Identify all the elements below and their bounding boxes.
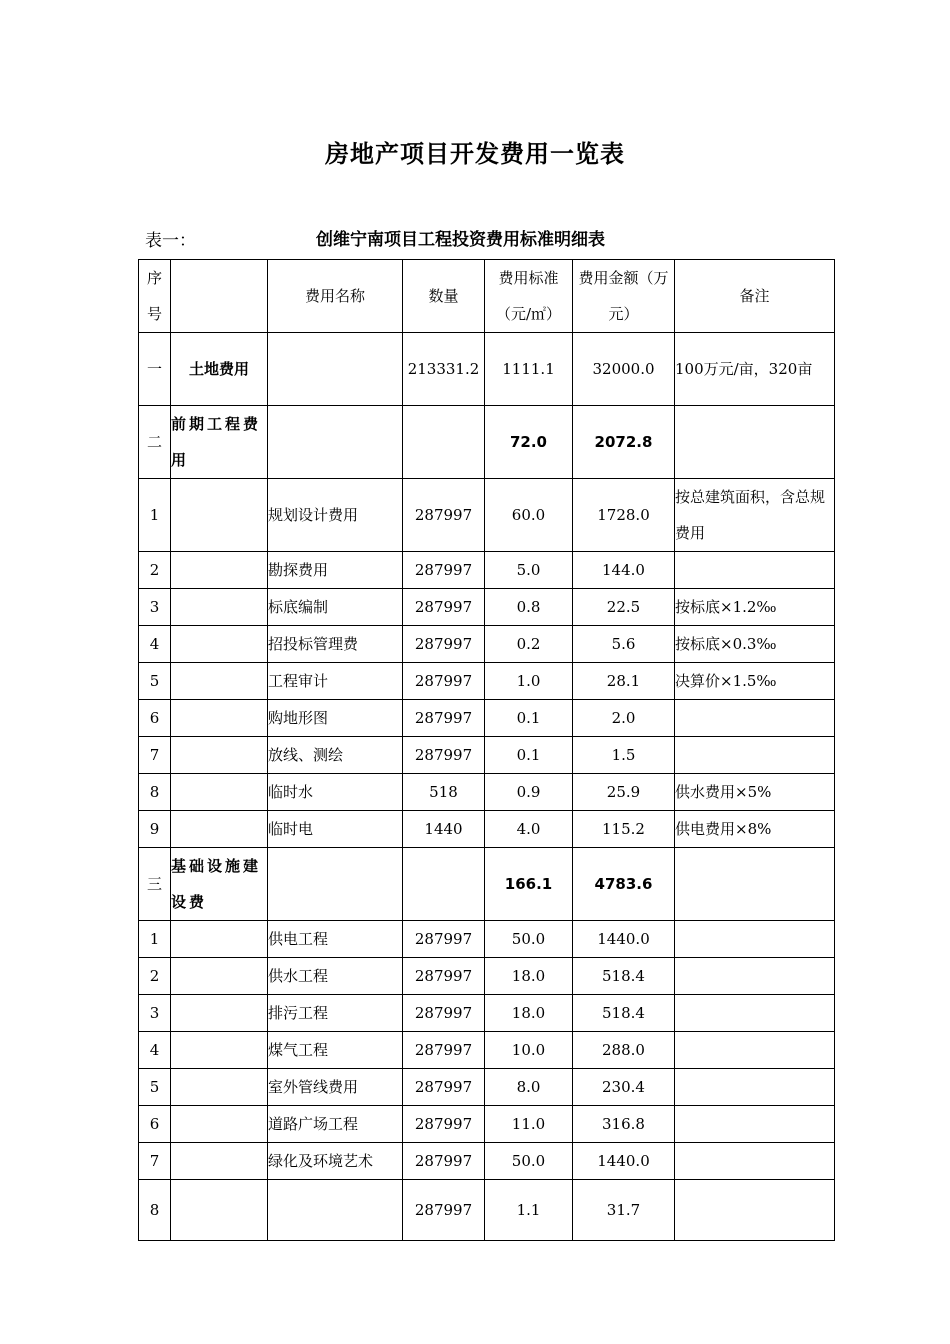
section-std: 166.1 xyxy=(485,848,573,921)
row-amt: 518.4 xyxy=(573,958,675,995)
row-seq: 4 xyxy=(139,626,171,663)
row-note xyxy=(675,1180,835,1241)
section-seq: 二 xyxy=(139,406,171,479)
row-note xyxy=(675,700,835,737)
page-title: 房地产项目开发费用一览表 xyxy=(325,140,625,168)
row-seq: 3 xyxy=(139,995,171,1032)
row-qty: 287997 xyxy=(403,552,485,589)
table-row xyxy=(139,1180,835,1241)
row-category xyxy=(171,1106,268,1143)
table-row xyxy=(139,1069,835,1106)
row-name: 室外管线费用 xyxy=(268,1069,403,1106)
table-row xyxy=(139,552,835,589)
row-seq: 2 xyxy=(139,552,171,589)
row-note: 决算价×1.5‰ xyxy=(675,663,835,700)
section-category: 土地费用 xyxy=(171,333,268,406)
section-row xyxy=(139,848,835,921)
row-note xyxy=(675,1069,835,1106)
table-row xyxy=(139,663,835,700)
row-qty: 287997 xyxy=(403,921,485,958)
section-amt: 2072.8 xyxy=(573,406,675,479)
row-name: 临时电 xyxy=(268,811,403,848)
row-qty: 287997 xyxy=(403,663,485,700)
section-name xyxy=(268,406,403,479)
section-qty: 213331.2 xyxy=(403,333,485,406)
row-qty: 287997 xyxy=(403,479,485,552)
row-seq: 7 xyxy=(139,737,171,774)
row-category xyxy=(171,1180,268,1241)
row-seq: 5 xyxy=(139,663,171,700)
row-std: 11.0 xyxy=(485,1106,573,1143)
table-row xyxy=(139,479,835,552)
row-amt: 288.0 xyxy=(573,1032,675,1069)
row-amt: 144.0 xyxy=(573,552,675,589)
header-std-line2: （元/㎡） xyxy=(495,305,562,323)
row-amt: 1440.0 xyxy=(573,1143,675,1180)
row-note xyxy=(675,552,835,589)
row-amt: 25.9 xyxy=(573,774,675,811)
table-row xyxy=(139,1106,835,1143)
row-std: 50.0 xyxy=(485,1143,573,1180)
table-row xyxy=(139,995,835,1032)
row-qty: 518 xyxy=(403,774,485,811)
row-note: 按标底×0.3‰ xyxy=(675,626,835,663)
row-qty: 287997 xyxy=(403,1143,485,1180)
section-note: 100万元/亩，320亩 xyxy=(675,333,835,406)
row-seq: 1 xyxy=(139,479,171,552)
row-note: 供电费用×8% xyxy=(675,811,835,848)
section-note xyxy=(675,406,835,479)
row-name: 标底编制 xyxy=(268,589,403,626)
section-qty xyxy=(403,406,485,479)
row-category xyxy=(171,626,268,663)
row-name: 购地形图 xyxy=(268,700,403,737)
row-note xyxy=(675,995,835,1032)
cost-table xyxy=(138,259,835,1241)
section-row xyxy=(139,406,835,479)
section-seq: 一 xyxy=(139,333,171,406)
header-seq xyxy=(139,260,171,333)
table-title: 创维宁南项目工程投资费用标准明细表 xyxy=(316,230,605,250)
row-category xyxy=(171,1032,268,1069)
row-seq: 3 xyxy=(139,589,171,626)
row-note xyxy=(675,1143,835,1180)
row-name: 供电工程 xyxy=(268,921,403,958)
row-category xyxy=(171,552,268,589)
row-amt: 115.2 xyxy=(573,811,675,848)
row-seq: 5 xyxy=(139,1069,171,1106)
row-amt: 28.1 xyxy=(573,663,675,700)
table-row xyxy=(139,1032,835,1069)
section-note xyxy=(675,848,835,921)
row-note xyxy=(675,737,835,774)
section-amt: 4783.6 xyxy=(573,848,675,921)
table-header-row xyxy=(139,260,835,333)
row-name xyxy=(268,1180,403,1241)
row-name: 绿化及环境艺术 xyxy=(268,1143,403,1180)
row-category xyxy=(171,737,268,774)
row-amt: 230.4 xyxy=(573,1069,675,1106)
row-category xyxy=(171,958,268,995)
row-category xyxy=(171,1069,268,1106)
row-qty: 287997 xyxy=(403,737,485,774)
row-amt: 2.0 xyxy=(573,700,675,737)
row-amt: 1.5 xyxy=(573,737,675,774)
row-seq: 4 xyxy=(139,1032,171,1069)
row-note xyxy=(675,1106,835,1143)
table-row xyxy=(139,626,835,663)
row-category xyxy=(171,811,268,848)
row-std: 8.0 xyxy=(485,1069,573,1106)
row-note: 供水费用×5% xyxy=(675,774,835,811)
row-note xyxy=(675,1032,835,1069)
row-seq: 6 xyxy=(139,700,171,737)
row-std: 18.0 xyxy=(485,958,573,995)
row-name: 招投标管理费 xyxy=(268,626,403,663)
row-category xyxy=(171,921,268,958)
row-seq: 2 xyxy=(139,958,171,995)
row-amt: 1728.0 xyxy=(573,479,675,552)
table-row xyxy=(139,589,835,626)
row-std: 4.0 xyxy=(485,811,573,848)
section-std: 1111.1 xyxy=(485,333,573,406)
row-category xyxy=(171,589,268,626)
row-seq: 8 xyxy=(139,1180,171,1241)
table-label: 表一： xyxy=(145,231,196,251)
table-row xyxy=(139,1143,835,1180)
row-amt: 22.5 xyxy=(573,589,675,626)
row-name: 道路广场工程 xyxy=(268,1106,403,1143)
row-category xyxy=(171,479,268,552)
table-row xyxy=(139,811,835,848)
row-amt: 31.7 xyxy=(573,1180,675,1241)
row-qty: 1440 xyxy=(403,811,485,848)
row-std: 10.0 xyxy=(485,1032,573,1069)
row-amt: 518.4 xyxy=(573,995,675,1032)
header-note: 备注 xyxy=(675,260,835,333)
section-amt: 32000.0 xyxy=(573,333,675,406)
row-qty: 287997 xyxy=(403,1032,485,1069)
header-category xyxy=(171,260,268,333)
section-category: 前期工程费用 xyxy=(171,406,268,479)
row-std: 60.0 xyxy=(485,479,573,552)
row-qty: 287997 xyxy=(403,589,485,626)
section-name xyxy=(268,333,403,406)
header-seq-line2: 号 xyxy=(146,305,162,323)
row-qty: 287997 xyxy=(403,958,485,995)
row-std: 1.0 xyxy=(485,663,573,700)
row-seq: 7 xyxy=(139,1143,171,1180)
row-name: 勘探费用 xyxy=(268,552,403,589)
row-std: 50.0 xyxy=(485,921,573,958)
row-std: 0.1 xyxy=(485,737,573,774)
table-row xyxy=(139,774,835,811)
row-qty: 287997 xyxy=(403,1106,485,1143)
row-name: 工程审计 xyxy=(268,663,403,700)
row-category xyxy=(171,995,268,1032)
row-seq: 1 xyxy=(139,921,171,958)
row-qty: 287997 xyxy=(403,700,485,737)
table-row xyxy=(139,737,835,774)
row-seq: 8 xyxy=(139,774,171,811)
row-std: 5.0 xyxy=(485,552,573,589)
header-name: 费用名称 xyxy=(268,260,403,333)
table-row xyxy=(139,921,835,958)
row-amt: 5.6 xyxy=(573,626,675,663)
row-category xyxy=(171,700,268,737)
row-name: 规划设计费用 xyxy=(268,479,403,552)
header-amt-line2: 元） xyxy=(608,305,639,323)
header-amt xyxy=(573,260,675,333)
row-amt: 1440.0 xyxy=(573,921,675,958)
row-seq: 9 xyxy=(139,811,171,848)
section-category: 基础设施建设费 xyxy=(171,848,268,921)
row-std: 0.2 xyxy=(485,626,573,663)
row-name: 排污工程 xyxy=(268,995,403,1032)
row-seq: 6 xyxy=(139,1106,171,1143)
header-std-line1: 费用标准 xyxy=(498,269,559,287)
row-note: 按总建筑面积，含总规费用 xyxy=(675,479,835,552)
row-category xyxy=(171,663,268,700)
row-std: 0.1 xyxy=(485,700,573,737)
row-name: 临时水 xyxy=(268,774,403,811)
row-std: 18.0 xyxy=(485,995,573,1032)
row-qty: 287997 xyxy=(403,1069,485,1106)
header-std xyxy=(485,260,573,333)
row-name: 放线、测绘 xyxy=(268,737,403,774)
row-qty: 287997 xyxy=(403,1180,485,1241)
row-note xyxy=(675,958,835,995)
section-row xyxy=(139,333,835,406)
header-qty: 数量 xyxy=(403,260,485,333)
row-name: 煤气工程 xyxy=(268,1032,403,1069)
row-category xyxy=(171,774,268,811)
section-seq: 三 xyxy=(139,848,171,921)
table-row xyxy=(139,700,835,737)
row-std: 0.8 xyxy=(485,589,573,626)
row-note xyxy=(675,921,835,958)
header-seq-line1: 序 xyxy=(146,269,162,287)
row-category xyxy=(171,1143,268,1180)
row-qty: 287997 xyxy=(403,626,485,663)
table-row xyxy=(139,958,835,995)
row-qty: 287997 xyxy=(403,995,485,1032)
header-amt-line1: 费用金额（万 xyxy=(578,269,669,287)
section-std: 72.0 xyxy=(485,406,573,479)
row-std: 1.1 xyxy=(485,1180,573,1241)
section-name xyxy=(268,848,403,921)
row-name: 供水工程 xyxy=(268,958,403,995)
row-std: 0.9 xyxy=(485,774,573,811)
row-note: 按标底×1.2‰ xyxy=(675,589,835,626)
section-qty xyxy=(403,848,485,921)
row-amt: 316.8 xyxy=(573,1106,675,1143)
